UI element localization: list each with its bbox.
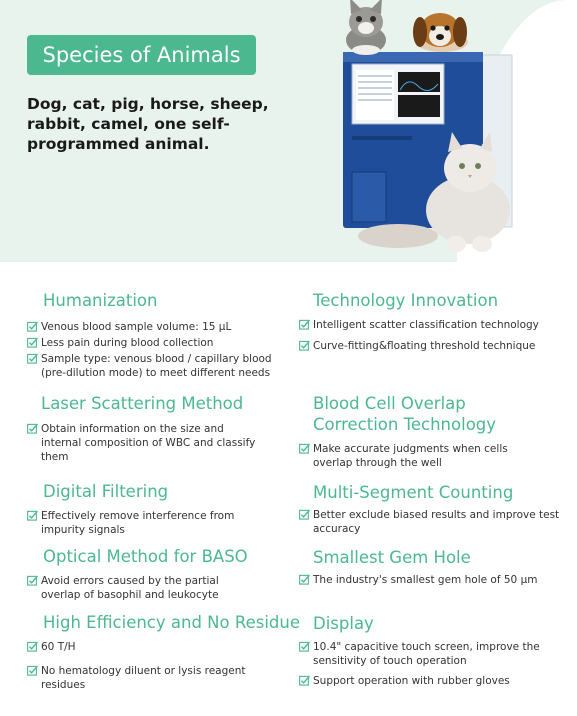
list-item: Obtain information on the size and internal composition of WBC and classify them xyxy=(27,422,257,464)
checkbox-icon xyxy=(299,574,310,585)
section-humanization xyxy=(43,290,283,311)
analyzer-door xyxy=(352,172,386,222)
kitten-image xyxy=(346,0,386,55)
section-title: High Efficiency and No Residue xyxy=(43,613,300,632)
checkbox-icon xyxy=(299,509,310,520)
section-title: Technology Innovation xyxy=(313,291,499,310)
display-list xyxy=(299,636,571,688)
list-item: Intelligent scatter classification technology xyxy=(299,318,564,332)
checkbox-icon xyxy=(27,575,38,586)
list-item: 10.4" capacitive touch screen, improve the sensitivity of touch operation xyxy=(299,640,571,668)
list-item: The industry's smallest gem hole of 50 µm xyxy=(299,573,564,587)
checkbox-icon xyxy=(299,319,310,330)
gem-list xyxy=(299,569,564,587)
section-technology xyxy=(313,290,563,311)
list-item: Better exclude biased results and improve test accuracy xyxy=(299,508,574,536)
section-overlap xyxy=(313,393,563,435)
section-title: Blood Cell Overlap xyxy=(313,394,466,413)
digital-list xyxy=(27,505,237,537)
section-digital xyxy=(43,481,283,502)
checkbox-icon xyxy=(299,340,310,351)
checkbox-icon xyxy=(27,337,38,348)
list-item: Support operation with rubber gloves xyxy=(299,674,571,688)
list-item: Venous blood sample volume: 15 µL xyxy=(27,320,272,334)
checkbox-icon xyxy=(27,641,38,652)
section-laser xyxy=(41,393,281,414)
list-item: Avoid errors caused by the partial overlap of basophil and leukocyte xyxy=(27,574,257,602)
section-title-line2: Correction Technology xyxy=(313,415,497,434)
hero-banner xyxy=(0,0,577,262)
list-item: Curve-fitting&floating threshold technique xyxy=(299,339,564,353)
checkbox-icon xyxy=(27,353,38,364)
section-baso xyxy=(43,546,283,567)
section-title: Humanization xyxy=(43,291,158,310)
checkbox-icon xyxy=(27,321,38,332)
checkbox-icon xyxy=(299,675,310,686)
section-efficiency xyxy=(43,612,303,633)
checkbox-icon xyxy=(299,443,310,454)
section-title: Display xyxy=(313,614,374,633)
multiseg-list xyxy=(299,504,574,536)
page-title: Species of Animals xyxy=(27,35,256,75)
humanization-list xyxy=(27,316,272,380)
list-item: Effectively remove interference from impurity signals xyxy=(27,509,237,537)
section-title: Multi-Segment Counting xyxy=(313,483,514,502)
checkbox-icon xyxy=(27,510,38,521)
overlap-list xyxy=(299,438,549,470)
checkbox-icon xyxy=(299,641,310,652)
efficiency-list xyxy=(27,636,287,692)
section-display xyxy=(313,613,563,634)
checkbox-icon xyxy=(27,423,38,434)
checkbox-icon xyxy=(27,665,38,676)
list-item: 60 T/H xyxy=(27,640,287,654)
list-item: Sample type: venous blood / capillary blood (pre-dilution mode) to meet different needs xyxy=(27,352,272,380)
section-multiseg xyxy=(313,482,563,503)
section-title: Smallest Gem Hole xyxy=(313,548,471,567)
list-item: Make accurate judgments when cells overlap through the well xyxy=(299,442,549,470)
species-list: Dog, cat, pig, horse, sheep, rabbit, camel, one self-programmed animal. xyxy=(27,95,269,153)
baso-list xyxy=(27,570,257,602)
section-title: Optical Method for BASO xyxy=(43,547,248,566)
laser-list xyxy=(27,418,257,464)
puppy-image xyxy=(413,13,468,52)
list-item: No hematology diluent or lysis reagent residues xyxy=(27,664,287,692)
section-gem xyxy=(313,547,563,568)
analyzer-with-pets-image xyxy=(338,0,577,262)
list-item: Less pain during blood collection xyxy=(27,336,272,350)
technology-list xyxy=(299,314,564,353)
section-title: Digital Filtering xyxy=(43,482,169,501)
section-title: Laser Scattering Method xyxy=(41,394,244,413)
